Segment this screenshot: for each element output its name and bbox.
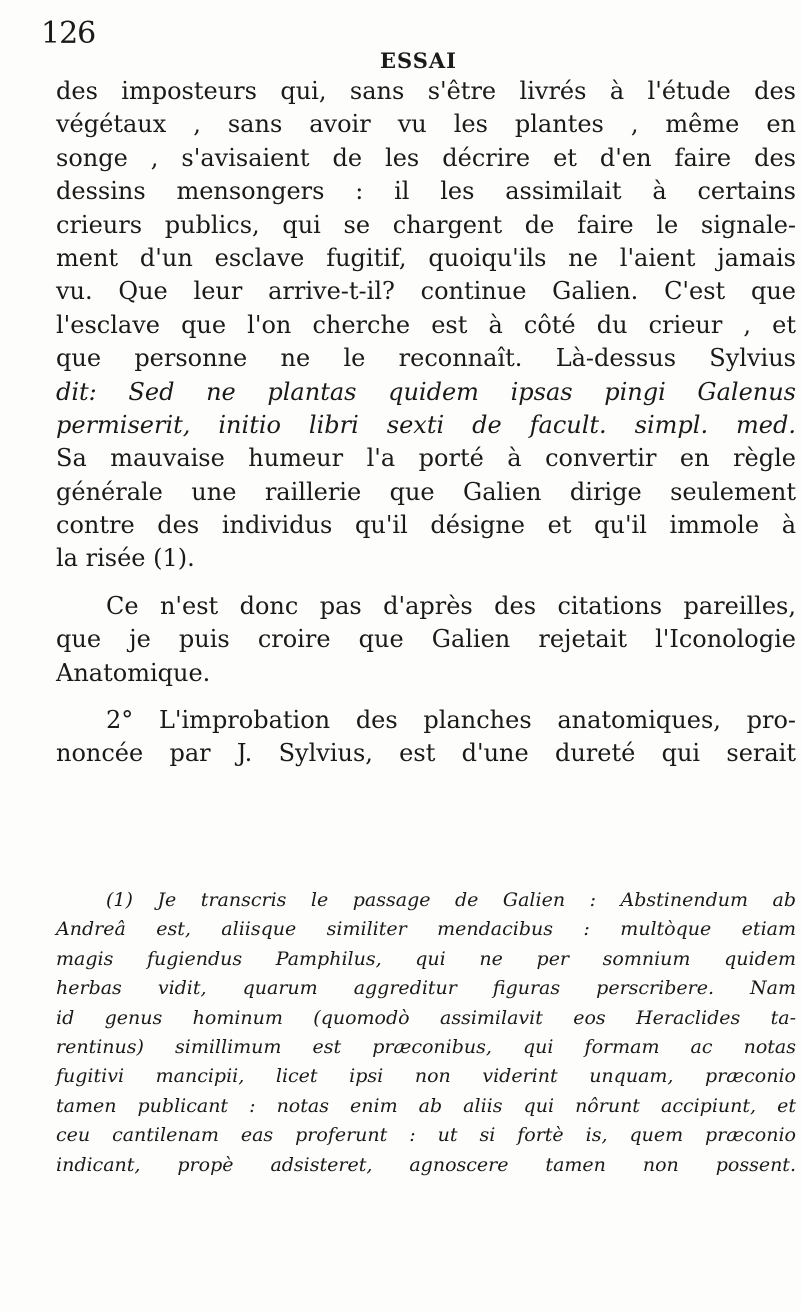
footnote-line: Andreâ est, aliisque similiter mendacibus : multòque etiam [56,918,796,941]
body-line: générale une raillerie que Galien dirige seulement [56,477,796,506]
footnote-line: tamen publicant : notas enim ab aliis qui nôrunt accipiunt, et [56,1094,796,1117]
body-line: l'esclave que l'on cherche est à côté du crieur , et [56,310,796,339]
body-line: vu. Que leur arrive-t-il? continue Galien. C'est que [56,277,796,306]
body-line: que je puis croire que Galien rejetait l'Iconologie [56,625,796,654]
footnote-line: id genus hominum (quomodò assimilavit eos Heraclides ta- [56,1006,796,1029]
footnotes [56,886,796,1180]
page-number: 126 [41,16,96,51]
body-line: 2° L'improbation des planches anatomiques, pro- [106,706,796,735]
body-line: contre des individus qu'il désigne et qu'il immole à [56,511,796,540]
body-line: Sa mauvaise humeur l'a porté à convertir en règle [56,444,796,473]
body-line: que personne ne le reconnaît. Là-dessus Sylvius [56,344,796,373]
paragraph-gap [56,690,796,704]
body-line: ment d'un esclave fugitif, quoiqu'ils ne l'aient jamais [56,243,796,272]
footnote-line: herbas vidit, quarum aggreditur figuras perscribere. Nam [56,977,796,1000]
body-line: végétaux , sans avoir vu les plantes , même en [56,110,796,139]
body-line: Ce n'est donc pas d'après des citations pareilles, [106,591,796,620]
body-line: crieurs publics, qui se chargent de faire le signale- [56,210,796,239]
body-line: des imposteurs qui, sans s'être livrés à l'étude des [56,77,796,105]
body-line: noncée par J. Sylvius, est d'une dureté qui serait [56,739,796,768]
body-line: dessins mensongers : il les assimilait à certains [56,177,796,206]
body-line: la risée (1). [56,544,195,573]
footnote-line: indicant, propè adsisteret, agnoscere tamen non possent. [56,1153,796,1176]
footnote-line: ceu cantilenam eas proferunt : ut si fortè is, quem præconio [56,1124,796,1147]
footnote-line: magis fugiendus Pamphilus, qui ne per somnium quidem [56,947,796,970]
main-text [56,75,796,771]
body-line: Anatomique. [56,658,211,687]
body-line: songe , s'avisaient de les décrire et d'en faire des [56,143,796,172]
body-line: dit: Sed ne plantas quidem ipsas pingi Galenus [56,377,796,406]
footnote-line: rentinus) simillimum est præconibus, qui formam ac notas [56,1035,796,1058]
paragraph-gap [56,576,796,590]
footnote-line: (1) Je transcris le passage de Galien : Abstinendum ab [106,889,796,911]
running-head: ESSAI [380,48,457,73]
footnote-line: fugitivi mancipii, licet ipsi non viderint unquam, præconio [56,1065,796,1088]
body-line: permiserit, initio libri sexti de facult. simpl. med. [56,410,796,439]
